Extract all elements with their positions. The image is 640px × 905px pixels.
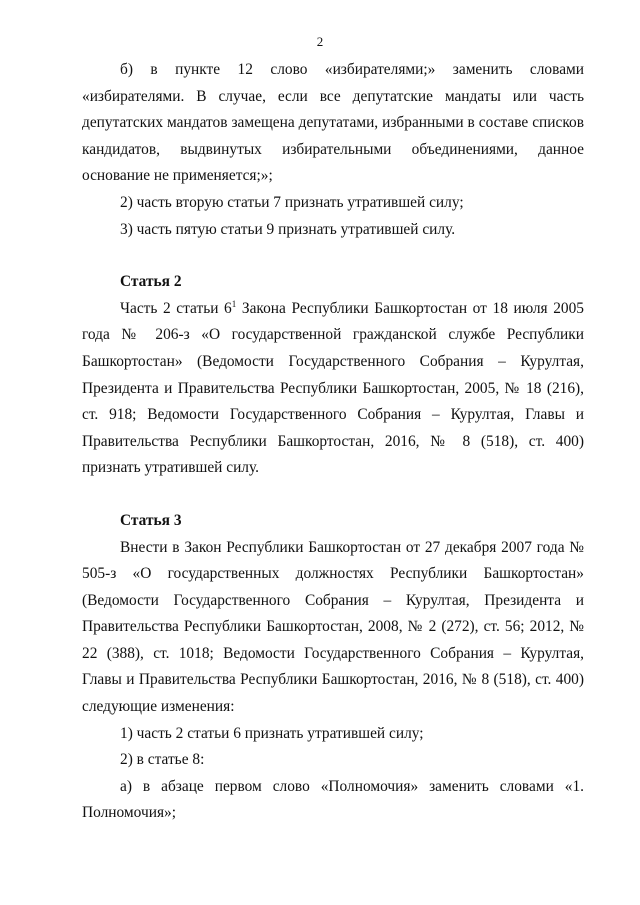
paragraph-b: б) в пункте 12 слово «избирателями;» заменить словами «избирателями. В случае, если все депутатские мандаты или часть депутатских мандатов замещена депутатами, избранными в составе списков кандидатов, выдвинутых избирательными объединениями, данное основание не применяется;»;: [82, 61, 584, 185]
article-3-heading: Статья 3: [120, 511, 182, 529]
paragraph-3: 3) часть пятую статьи 9 признать утратившей силу.: [120, 220, 456, 238]
article-3-item-1: 1) часть 2 статьи 6 признать утратившей силу;: [120, 724, 424, 742]
document-body: [82, 57, 584, 827]
spacer: [82, 243, 584, 269]
page-number: 2: [316, 34, 324, 49]
article-2-heading: Статья 2: [120, 273, 182, 291]
article-2-text-rest: Закона Республики Башкортостан от 18 июля 2005 года № 206-з «О государственной гражданской службе Республики Башкортостан» (Ведомости Государственного Собрания – Курултая, Президента и Правительства Республики Башкортостан, 2005, № 18 (216), ст. 918; Ведомости Государственного Собрания – Курултая, Главы и Правительства Республики Башкортостан, 2016, № 8 (518), ст. 400) признать утратившей силу.: [82, 299, 584, 477]
spacer: [82, 482, 584, 508]
article-2-text: [82, 296, 584, 482]
article-3-text: Внести в Закон Республики Башкортостан от 27 декабря 2007 года № 505-з «О государственных должностях Республики Башкортостан» (Ведомости Государственного Собрания – Курултая, Президента и Правительства Республики Башкортостан, 2008, № 2 (272), ст. 56; 2012, № 22 (388), ст. 1018; Ведомости Государственного Собрания – Курултая, Главы и Правительства Республики Башкортостан, 2016, № 8 (518), ст. 400) следующие изменения:: [82, 538, 584, 716]
paragraph-2: 2) часть вторую статьи 7 признать утратившей силу;: [120, 193, 464, 211]
article-3-item-2: 2) в статье 8:: [120, 751, 205, 769]
article-3-item-a: а) в абзаце первом слово «Полномочия» заменить словами «1. Полномочия»;: [82, 777, 584, 822]
article-2-text-start: Часть 2 статьи 6: [120, 299, 232, 317]
article-2-superscript: 1: [231, 298, 237, 309]
